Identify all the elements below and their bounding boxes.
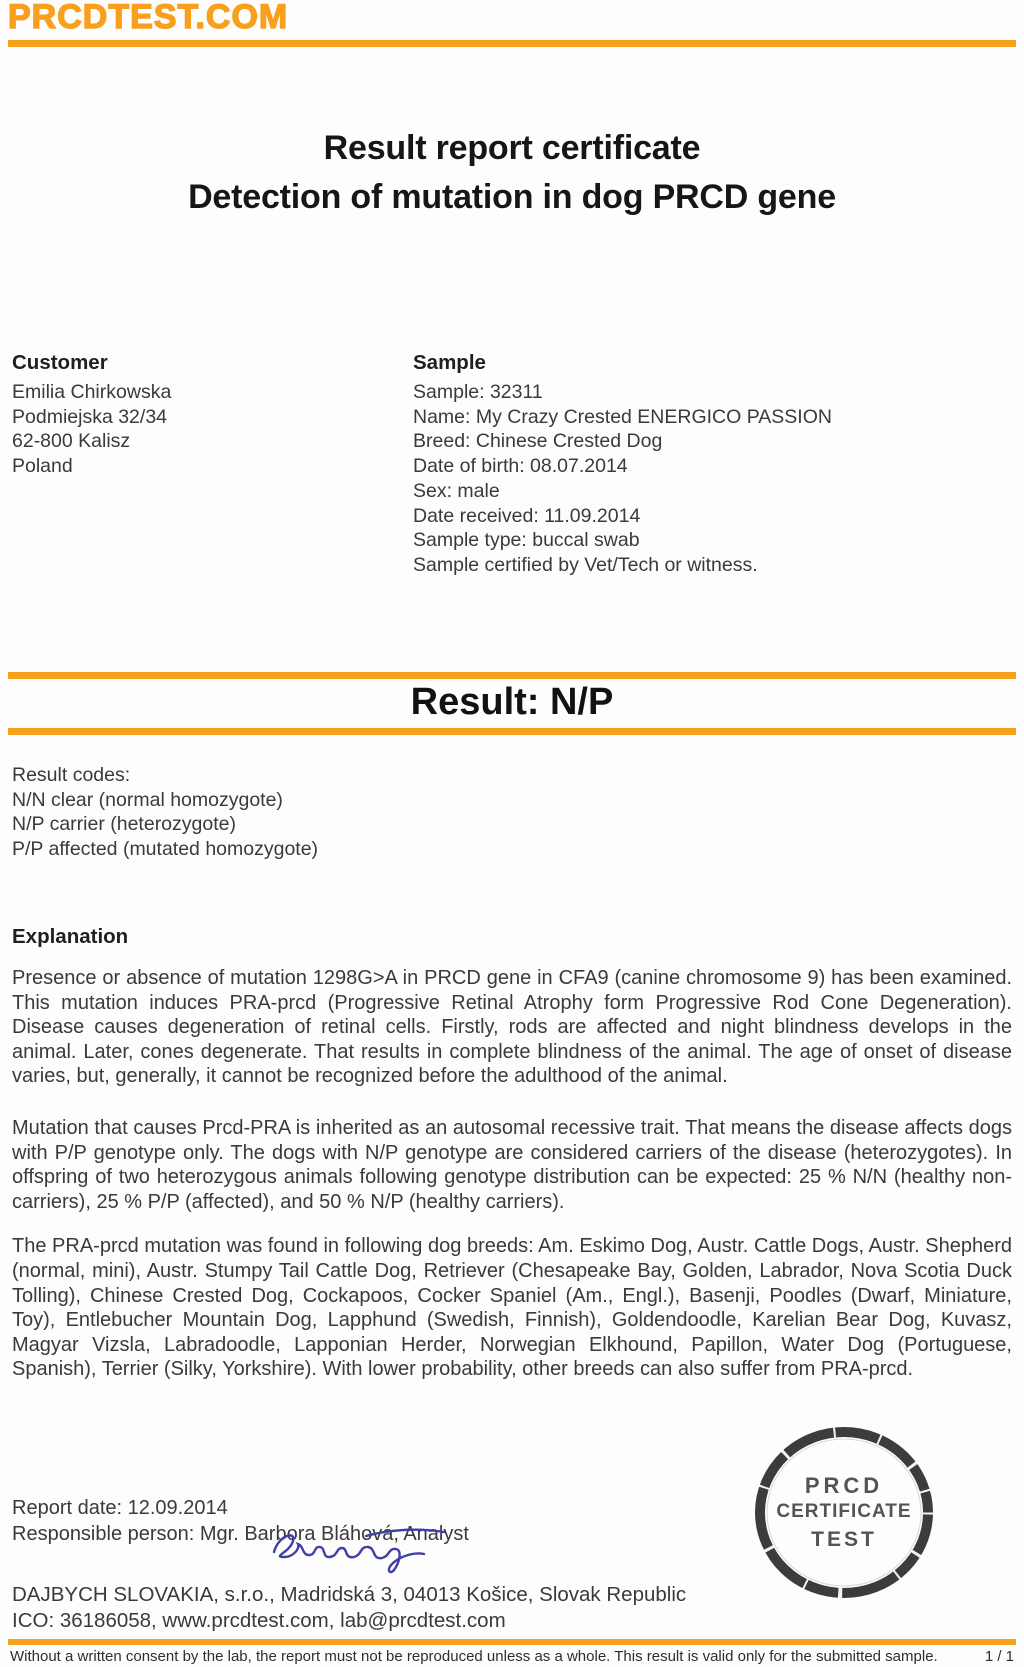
stamp-text-test: TEST <box>811 1528 877 1551</box>
explanation-paragraph-3: The PRA-prcd mutation was found in following dog breeds: Am. Eskimo Dog, Austr. Cattle Dogs, Austr. Shepherd (normal, mini), Austr. Stumpy Tail Cattle Dog, Retriever (Chesapeake Bay, Golden, Labrador, Nova Scotia Duck Tolling), Chinese Crested Dog, Cockapoos, Cocker Spaniel (Am., Engl.), Basenji, Poodles (Dwarf, Miniature, Toy), Entlebucher Mountain Dog, Lapphund (Swedish, Finnish), Goldendoodle, Karelian Bear Dog, Kuvasz, Magyar Vizsla, Labradoodle, Lapponian Herder, Norwegian Elkhound, Papillon, Water Dog (Portuguese, Spanish), Terrier (Silky, Yorkshire). With lower probability, other breeds can also suffer from PRA-prcd. <box>12 1235 1012 1381</box>
top-divider-rule <box>8 40 1016 47</box>
explanation-section <box>12 924 1012 1382</box>
sample-block <box>413 350 1012 578</box>
analyst-signature <box>262 1522 452 1580</box>
report-date: Report date: 12.09.2014 <box>12 1497 228 1519</box>
sample-id: Sample: 32311 <box>413 381 543 403</box>
lab-address: DAJBYCH SLOVAKIA, s.r.o., Madridská 3, 04013 Košice, Slovak Republic <box>12 1583 687 1606</box>
responsible-person: Responsible person: Mgr. Barbora Bláhová, Analyst <box>12 1522 469 1545</box>
sample-date-of-birth: Date of birth: 08.07.2014 <box>413 455 628 478</box>
result-heading: Result: N/P <box>410 681 614 723</box>
lab-contact: ICO: 36186058, www.prcdtest.com, lab@prcdtest.com <box>12 1609 506 1632</box>
stamp-text-certificate: CERTIFICATE <box>776 1501 912 1522</box>
certificate-stamp <box>755 1427 933 1598</box>
sample-dog-name: Name: My Crazy Crested ENERGICO PASSION <box>413 405 832 428</box>
result-codes-block <box>12 763 1012 862</box>
lab-company-block <box>12 1582 686 1634</box>
result-code-affected: P/P affected (mutated homozygote) <box>12 838 319 861</box>
result-code-clear: N/N clear (normal homozygote) <box>12 788 283 811</box>
sample-sex: Sex: male <box>413 479 500 502</box>
stamp-text-prcd: PRCD <box>804 1473 884 1498</box>
sample-breed: Breed: Chinese Crested Dog <box>413 430 663 453</box>
report-title-line-2: Detection of mutation in dog PRCD gene <box>188 178 836 216</box>
sample-date-received: Date received: 11.09.2014 <box>413 504 641 527</box>
info-section <box>12 350 1012 578</box>
explanation-heading: Explanation <box>12 925 129 948</box>
explanation-paragraph-2: Mutation that causes Prcd-PRA is inherited as an autosomal recessive trait. That means the disease affects dogs with P/P genotype only. The dogs with N/P genotype are considered carriers of the disease (heterozygotes). In offspring of two heterozygous animals following genotype distribution can be expected: 25 % N/N (healthy non-carriers), 25 % P/P (affected), and 50 % N/P (healthy carriers). <box>12 1116 1012 1213</box>
footer-divider-rule <box>8 1639 1016 1645</box>
customer-heading: Customer <box>12 351 108 374</box>
prcdtest-logo: PRCDTEST.COM <box>8 0 289 36</box>
customer-street: Podmiejska 32/34 <box>12 405 168 428</box>
page-number: 1 / 1 <box>984 1648 1014 1665</box>
result-divider-bottom <box>8 728 1016 735</box>
result-codes-label: Result codes: <box>12 764 131 786</box>
explanation-paragraph-1: Presence or absence of mutation 1298G>A in PRCD gene in CFA9 (canine chromosome 9) has been examined. This mutation induces PRA-prcd (Progressive Retinal Atrophy form Progressive Rod Cone Degeneration). Disease causes degeneration of retinal cells. Firstly, rods are affected and night blindness develops in the animal. Later, cones degenerate. That results in complete blindness of the animal. The age of onset of disease varies, but, generally, it cannot be recognized before the adulthood of the animal. <box>12 967 1012 1088</box>
sample-type: Sample type: buccal swab <box>413 529 640 552</box>
sample-certified: Sample certified by Vet/Tech or witness. <box>413 553 758 576</box>
result-divider-top <box>8 672 1016 679</box>
footer <box>10 1648 1014 1665</box>
result-code-carrier: N/P carrier (heterozygote) <box>12 813 236 836</box>
customer-city: 62-800 Kalisz <box>12 430 131 453</box>
customer-country: Poland <box>12 455 73 478</box>
sample-heading: Sample <box>413 351 486 374</box>
customer-block <box>12 350 413 578</box>
report-title-line-1: Result report certificate <box>323 129 701 167</box>
footer-disclaimer: Without a written consent by the lab, the report must not be reproduced unless as a whole. This result is valid only for the submitted sample. <box>10 1648 938 1665</box>
customer-name: Emilia Chirkowska <box>12 381 172 403</box>
report-title <box>0 124 1024 222</box>
